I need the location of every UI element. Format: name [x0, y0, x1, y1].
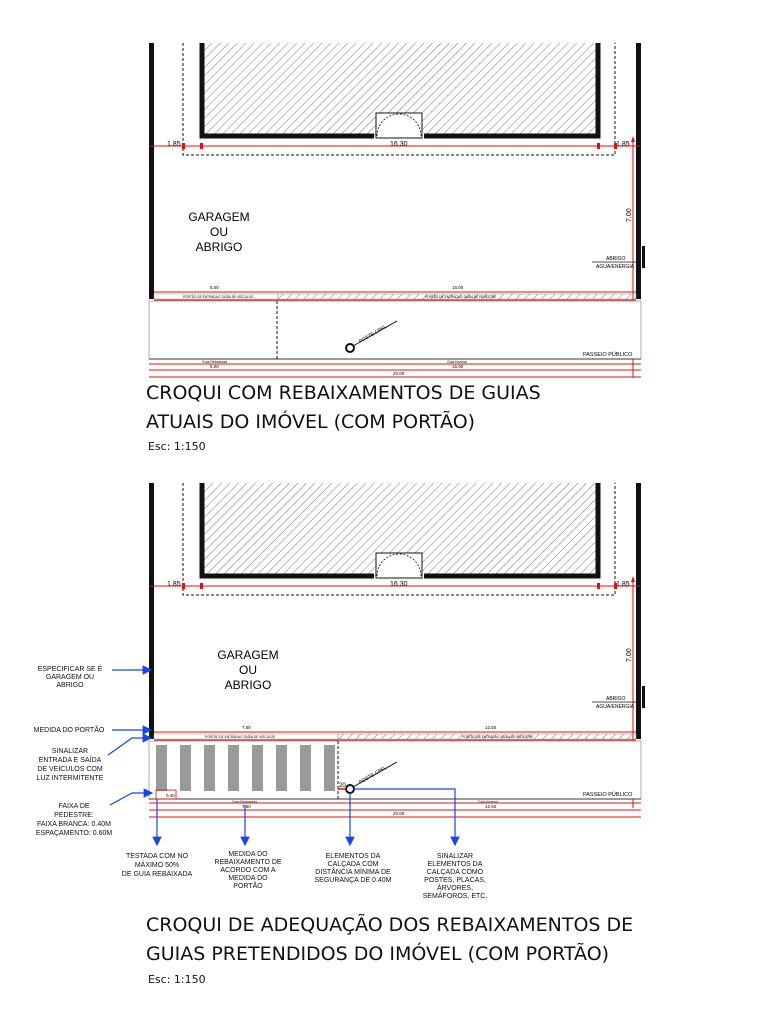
abrigo-sub: AGUA/ENERGIA — [596, 264, 635, 270]
title-2-line-2: GUIAS PRETENDIDOS DO IMÓVEL (COM PORTÃO) — [146, 943, 610, 965]
plan-1 — [149, 43, 645, 378]
note-faixa-4: ESPAÇAMENTO: 0.60M — [35, 830, 113, 837]
seg-b-bot: 15.00 — [452, 364, 464, 369]
note-sinal-elem-1: SINALIZAR — [436, 853, 474, 860]
door-opening-2 — [376, 553, 422, 578]
left-wall-2 — [149, 483, 154, 739]
poste-label: POSTE CPFL — [358, 323, 388, 345]
dim-depth-2: 7.00 — [626, 648, 633, 662]
sidewalk — [149, 301, 641, 359]
title-2-line-1: CROQUI DE ADEQUAÇÃO DOS REBAIXAMENTOS DE — [146, 914, 634, 936]
scale-1: Esc: 1:150 — [148, 440, 206, 453]
note-faixa-2: PEDESTRE: — [54, 812, 94, 819]
note-testada-3: DE GUIA REBAIXADA — [121, 871, 193, 878]
abrigo-label-2: ABRIGO — [606, 696, 626, 702]
note-sinal-elem-2: ELEMENTOS DA — [427, 861, 483, 868]
note-testada-2: MÁXIMO 50% — [134, 862, 180, 869]
left-wall — [149, 43, 154, 299]
seg-b-top-2: 12.50 — [485, 725, 497, 730]
note-sinal-elem-5: ÁRVORES, — [436, 885, 474, 892]
door-opening — [376, 113, 422, 138]
note-rebaix-5: PORTÃO — [233, 883, 263, 890]
room-label-2-3: ABRIGO — [224, 678, 272, 692]
note-especificar-1: ESPECIFICAR SE É — [37, 666, 103, 673]
guia-b: Guia Normal — [447, 360, 467, 364]
room-label-2-1: GARAGEM — [217, 648, 279, 662]
note-sinalizar-2: ENTRADA E SAÍDA — [38, 757, 102, 764]
note-sinal-elem-4: POSTES, PLACAS, — [424, 877, 486, 884]
note-faixa-3: FAIXA BRANCA: 0.40M — [37, 821, 111, 828]
small-40: 0.40 — [166, 793, 175, 798]
note-elementos-2: CALÇADA COM — [327, 861, 379, 868]
dim-depth: 7.00 — [626, 208, 633, 222]
sidewalk-2 — [149, 741, 641, 799]
scale-2: Esc: 1:150 — [148, 973, 206, 986]
total-1: 20.00 — [393, 371, 405, 376]
guia-a: Guia Rebaixada — [202, 360, 228, 364]
note-sinalizar-3: DE VEÍCULOS COM — [37, 766, 103, 773]
note-faixa-1: FAIXA DE — [58, 803, 90, 810]
poste-label-2: POSTE CPFL — [358, 764, 388, 786]
dim-mid: 16.30 — [390, 141, 408, 148]
note-sinalizar-4: LUZ INTERMITENTE — [36, 775, 104, 782]
abrigo-label: ABRIGO — [606, 256, 626, 262]
note-rebaix-4: MEDIDA DO — [228, 875, 268, 882]
plan-2 — [34, 483, 645, 900]
dim-right: 1.85 — [616, 141, 630, 148]
title-1-line-1: CROQUI COM REBAIXAMENTOS DE GUIAS — [146, 382, 541, 404]
small-20: 20 — [339, 783, 346, 789]
note-especificar-2: GARAGEM OU — [45, 674, 95, 681]
dim-left: 1.85 — [167, 141, 181, 148]
note-sinal-elem-6: SEMÁFOROS, ETC. — [422, 893, 488, 900]
room-label-2-2: OU — [239, 663, 257, 677]
passeio-label: PASSEIO PÚBLICO — [583, 352, 633, 358]
room-label-3: ABRIGO — [195, 240, 243, 254]
note-elementos-4: SEGURANÇA DE 0.40M — [314, 877, 392, 884]
guia-a-2: Guia Rebaixada — [232, 800, 258, 804]
total-2: 20.00 — [393, 811, 405, 816]
note-sinal-elem-3: CALÇADA COMO — [426, 869, 484, 876]
note-rebaix-2: REBAIXAMENTO DE — [214, 859, 282, 866]
note-especificar-3: ABRIGO — [56, 682, 84, 689]
note-sinalizar-1: SINALIZAR — [51, 748, 89, 755]
poste-symbol-2 — [346, 785, 354, 793]
strip-a-2: PORTÃO DE ENTRADA E SAÍDA DE VEÍCULOS — [205, 735, 276, 739]
strip-b: PORTÃO DE ENTRADA E SAÍDA DE PEDESTRE — [425, 295, 497, 299]
seg-a-top: 5.00 — [210, 285, 219, 290]
room-label-2: OU — [210, 225, 228, 239]
note-rebaix-1: MEDIDA DO — [228, 851, 268, 858]
poste-symbol — [346, 344, 354, 352]
dim-left-2: 1.85 — [167, 581, 181, 588]
right-wall — [636, 43, 641, 299]
seg-a-top-2: 7.50 — [242, 725, 251, 730]
guia-b-2: Guia Normal — [478, 800, 498, 804]
note-elementos-3: DISTÂNCIA MÍNIMA DE — [315, 869, 391, 876]
note-elementos-1: ELEMENTOS DA — [325, 853, 381, 860]
seg-b-top: 15.00 — [452, 285, 464, 290]
dim-mid-2: 16.30 — [390, 581, 408, 588]
strip-b-2: PORTÃO DE ENTRADA E SAÍDA DE PEDESTRE — [462, 735, 534, 739]
note-testada-1: TESTADA COM NO — [125, 853, 189, 860]
seg-b-bot-2: 12.50 — [485, 804, 497, 809]
right-wall-2 — [636, 483, 641, 739]
note-medida-portao: MEDIDA DO PORTÃO — [33, 727, 105, 734]
dim-right-2: 1.85 — [616, 581, 630, 588]
title-1-line-2: ATUAIS DO IMÓVEL (COM PORTÃO) — [146, 411, 476, 433]
note-rebaix-3: ACORDO COM A — [220, 867, 276, 874]
room-label-1: GARAGEM — [188, 210, 250, 224]
seg-a-bot: 5.00 — [210, 364, 219, 369]
seg-a-bot-2: 7.50 — [242, 804, 251, 809]
strip-a: PORTÃO DE ENTRADA E SAÍDA DE VEÍCULOS — [183, 295, 254, 299]
abrigo-sub-2: AGUA/ENERGIA — [596, 704, 635, 710]
passeio-label-2: PASSEIO PÚBLICO — [583, 792, 633, 798]
